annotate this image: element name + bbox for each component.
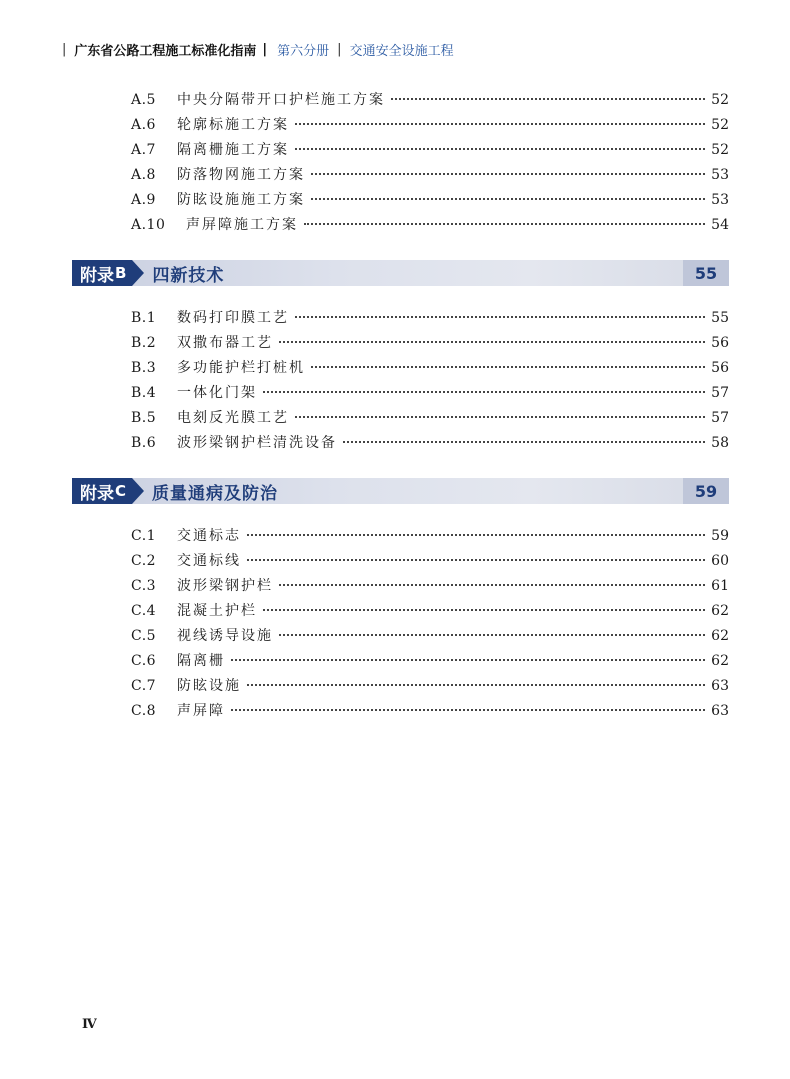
toc-entry[interactable] xyxy=(131,190,729,210)
entry-title: 轮廓标施工方案 xyxy=(177,117,289,133)
dot-leader xyxy=(295,123,705,125)
entry-page: 61 xyxy=(711,578,729,594)
dot-leader xyxy=(311,198,705,200)
entry-title: 中央分隔带开口护栏施工方案 xyxy=(177,92,385,108)
toc-entry[interactable] xyxy=(131,358,729,378)
appendix-tag xyxy=(72,478,132,504)
dot-leader xyxy=(311,173,705,175)
appendix-title: 四新技术 xyxy=(152,265,225,286)
entry-title: 波形梁钢护栏 xyxy=(177,578,273,594)
entry-title: 波形梁钢护栏清洗设备 xyxy=(177,435,337,451)
running-header xyxy=(62,40,454,59)
dot-leader xyxy=(279,584,705,586)
toc-entry[interactable] xyxy=(131,215,729,235)
entry-number: C.6 xyxy=(131,653,157,669)
entry-number: B.5 xyxy=(131,410,157,426)
appendix-tag-label: 附录 xyxy=(80,483,114,504)
toc-entry[interactable] xyxy=(131,90,729,110)
toc-entry[interactable] xyxy=(131,551,729,571)
toc-entry[interactable] xyxy=(131,651,729,671)
entry-title: 视线诱导设施 xyxy=(177,628,273,644)
toc-entry[interactable] xyxy=(131,165,729,185)
entry-page: 58 xyxy=(711,435,729,451)
entry-number: B.2 xyxy=(131,335,157,351)
entry-title: 电刻反光膜工艺 xyxy=(177,410,289,426)
page-folio: Ⅳ xyxy=(82,1017,97,1032)
appendix-tag-letter: C xyxy=(115,482,127,500)
entry-title: 隔离栅施工方案 xyxy=(177,142,289,158)
entry-number: A.10 xyxy=(131,217,166,233)
toc-entry[interactable] xyxy=(131,308,729,328)
header-divider: | xyxy=(337,42,342,57)
entry-number: A.7 xyxy=(131,142,156,158)
entry-number: B.3 xyxy=(131,360,157,376)
appendix-tag xyxy=(72,260,132,286)
entry-title: 数码打印膜工艺 xyxy=(177,310,289,326)
entry-page: 56 xyxy=(711,335,729,351)
entry-page: 60 xyxy=(711,553,729,569)
toc-entry[interactable] xyxy=(131,676,729,696)
entry-title: 防眩设施 xyxy=(177,678,241,694)
entry-page: 57 xyxy=(711,410,729,426)
header-divider: | xyxy=(62,42,67,57)
toc-entry[interactable] xyxy=(131,576,729,596)
entry-page: 59 xyxy=(711,528,729,544)
dot-leader xyxy=(311,366,705,368)
entry-page: 63 xyxy=(711,703,729,719)
entry-number: B.6 xyxy=(131,435,157,451)
dot-leader xyxy=(295,148,705,150)
appendix-tag-letter: B xyxy=(115,264,127,282)
entry-page: 62 xyxy=(711,628,729,644)
entry-title: 双撒布器工艺 xyxy=(177,335,273,351)
header-divider-bold: | xyxy=(262,42,268,57)
entry-title: 声屏障 xyxy=(177,703,225,719)
appendix-tag-label: 附录 xyxy=(80,265,114,286)
entry-number: C.8 xyxy=(131,703,157,719)
entry-page: 52 xyxy=(711,92,729,108)
toc-entry[interactable] xyxy=(131,408,729,428)
dot-leader xyxy=(343,441,705,443)
chevron-right-icon xyxy=(132,260,144,286)
dot-leader xyxy=(391,98,705,100)
toc-entry[interactable] xyxy=(131,626,729,646)
toc-entry[interactable] xyxy=(131,383,729,403)
entry-number: B.1 xyxy=(131,310,157,326)
entry-page: 53 xyxy=(711,167,729,183)
toc-entry[interactable] xyxy=(131,701,729,721)
entry-page: 57 xyxy=(711,385,729,401)
entry-title: 混凝土护栏 xyxy=(177,603,257,619)
appendix-b-heading[interactable] xyxy=(72,260,729,286)
dot-leader xyxy=(247,684,705,686)
entry-number: C.3 xyxy=(131,578,157,594)
entry-number: A.6 xyxy=(131,117,156,133)
toc-entry[interactable] xyxy=(131,433,729,453)
dot-leader xyxy=(279,634,705,636)
toc-entry[interactable] xyxy=(131,115,729,135)
part-label: 交通安全设施工程 xyxy=(349,44,454,59)
entry-page: 53 xyxy=(711,192,729,208)
chevron-right-icon xyxy=(132,478,144,504)
entry-title: 一体化门架 xyxy=(177,385,257,401)
entry-title: 声屏障施工方案 xyxy=(186,217,298,233)
entry-number: A.9 xyxy=(131,192,156,208)
dot-leader xyxy=(295,416,705,418)
entry-page: 62 xyxy=(711,653,729,669)
entry-title: 防落物网施工方案 xyxy=(177,167,305,183)
dot-leader xyxy=(247,559,705,561)
appendix-title: 质量通病及防治 xyxy=(152,483,279,504)
entry-number: C.4 xyxy=(131,603,157,619)
entry-page: 55 xyxy=(711,310,729,326)
entry-number: C.2 xyxy=(131,553,157,569)
entry-page: 62 xyxy=(711,603,729,619)
dot-leader xyxy=(304,223,705,225)
toc-entry[interactable] xyxy=(131,526,729,546)
entry-page: 63 xyxy=(711,678,729,694)
entry-title: 交通标志 xyxy=(177,528,241,544)
toc-entry[interactable] xyxy=(131,140,729,160)
entry-number: C.1 xyxy=(131,528,157,544)
dot-leader xyxy=(231,709,705,711)
entry-number: A.8 xyxy=(131,167,156,183)
appendix-c-heading[interactable] xyxy=(72,478,729,504)
toc-entry[interactable] xyxy=(131,333,729,353)
dot-leader xyxy=(295,316,705,318)
entry-page: 52 xyxy=(711,142,729,158)
dot-leader xyxy=(263,391,705,393)
entry-title: 隔离栅 xyxy=(177,653,225,669)
volume-label: 第六分册 xyxy=(277,44,330,59)
entry-title: 交通标线 xyxy=(177,553,241,569)
entry-page: 56 xyxy=(711,360,729,376)
appendix-page: 59 xyxy=(683,478,729,504)
book-title: 广东省公路工程施工标准化指南 xyxy=(74,44,257,59)
entry-number: B.4 xyxy=(131,385,157,401)
entry-number: A.5 xyxy=(131,92,156,108)
dot-leader xyxy=(247,534,705,536)
entry-number: C.5 xyxy=(131,628,157,644)
entry-title: 多功能护栏打桩机 xyxy=(177,360,305,376)
toc-entry[interactable] xyxy=(131,601,729,621)
entry-number: C.7 xyxy=(131,678,157,694)
appendix-page: 55 xyxy=(683,260,729,286)
entry-page: 52 xyxy=(711,117,729,133)
dot-leader xyxy=(263,609,705,611)
entry-title: 防眩设施施工方案 xyxy=(177,192,305,208)
dot-leader xyxy=(231,659,705,661)
dot-leader xyxy=(279,341,705,343)
entry-page: 54 xyxy=(711,217,729,233)
